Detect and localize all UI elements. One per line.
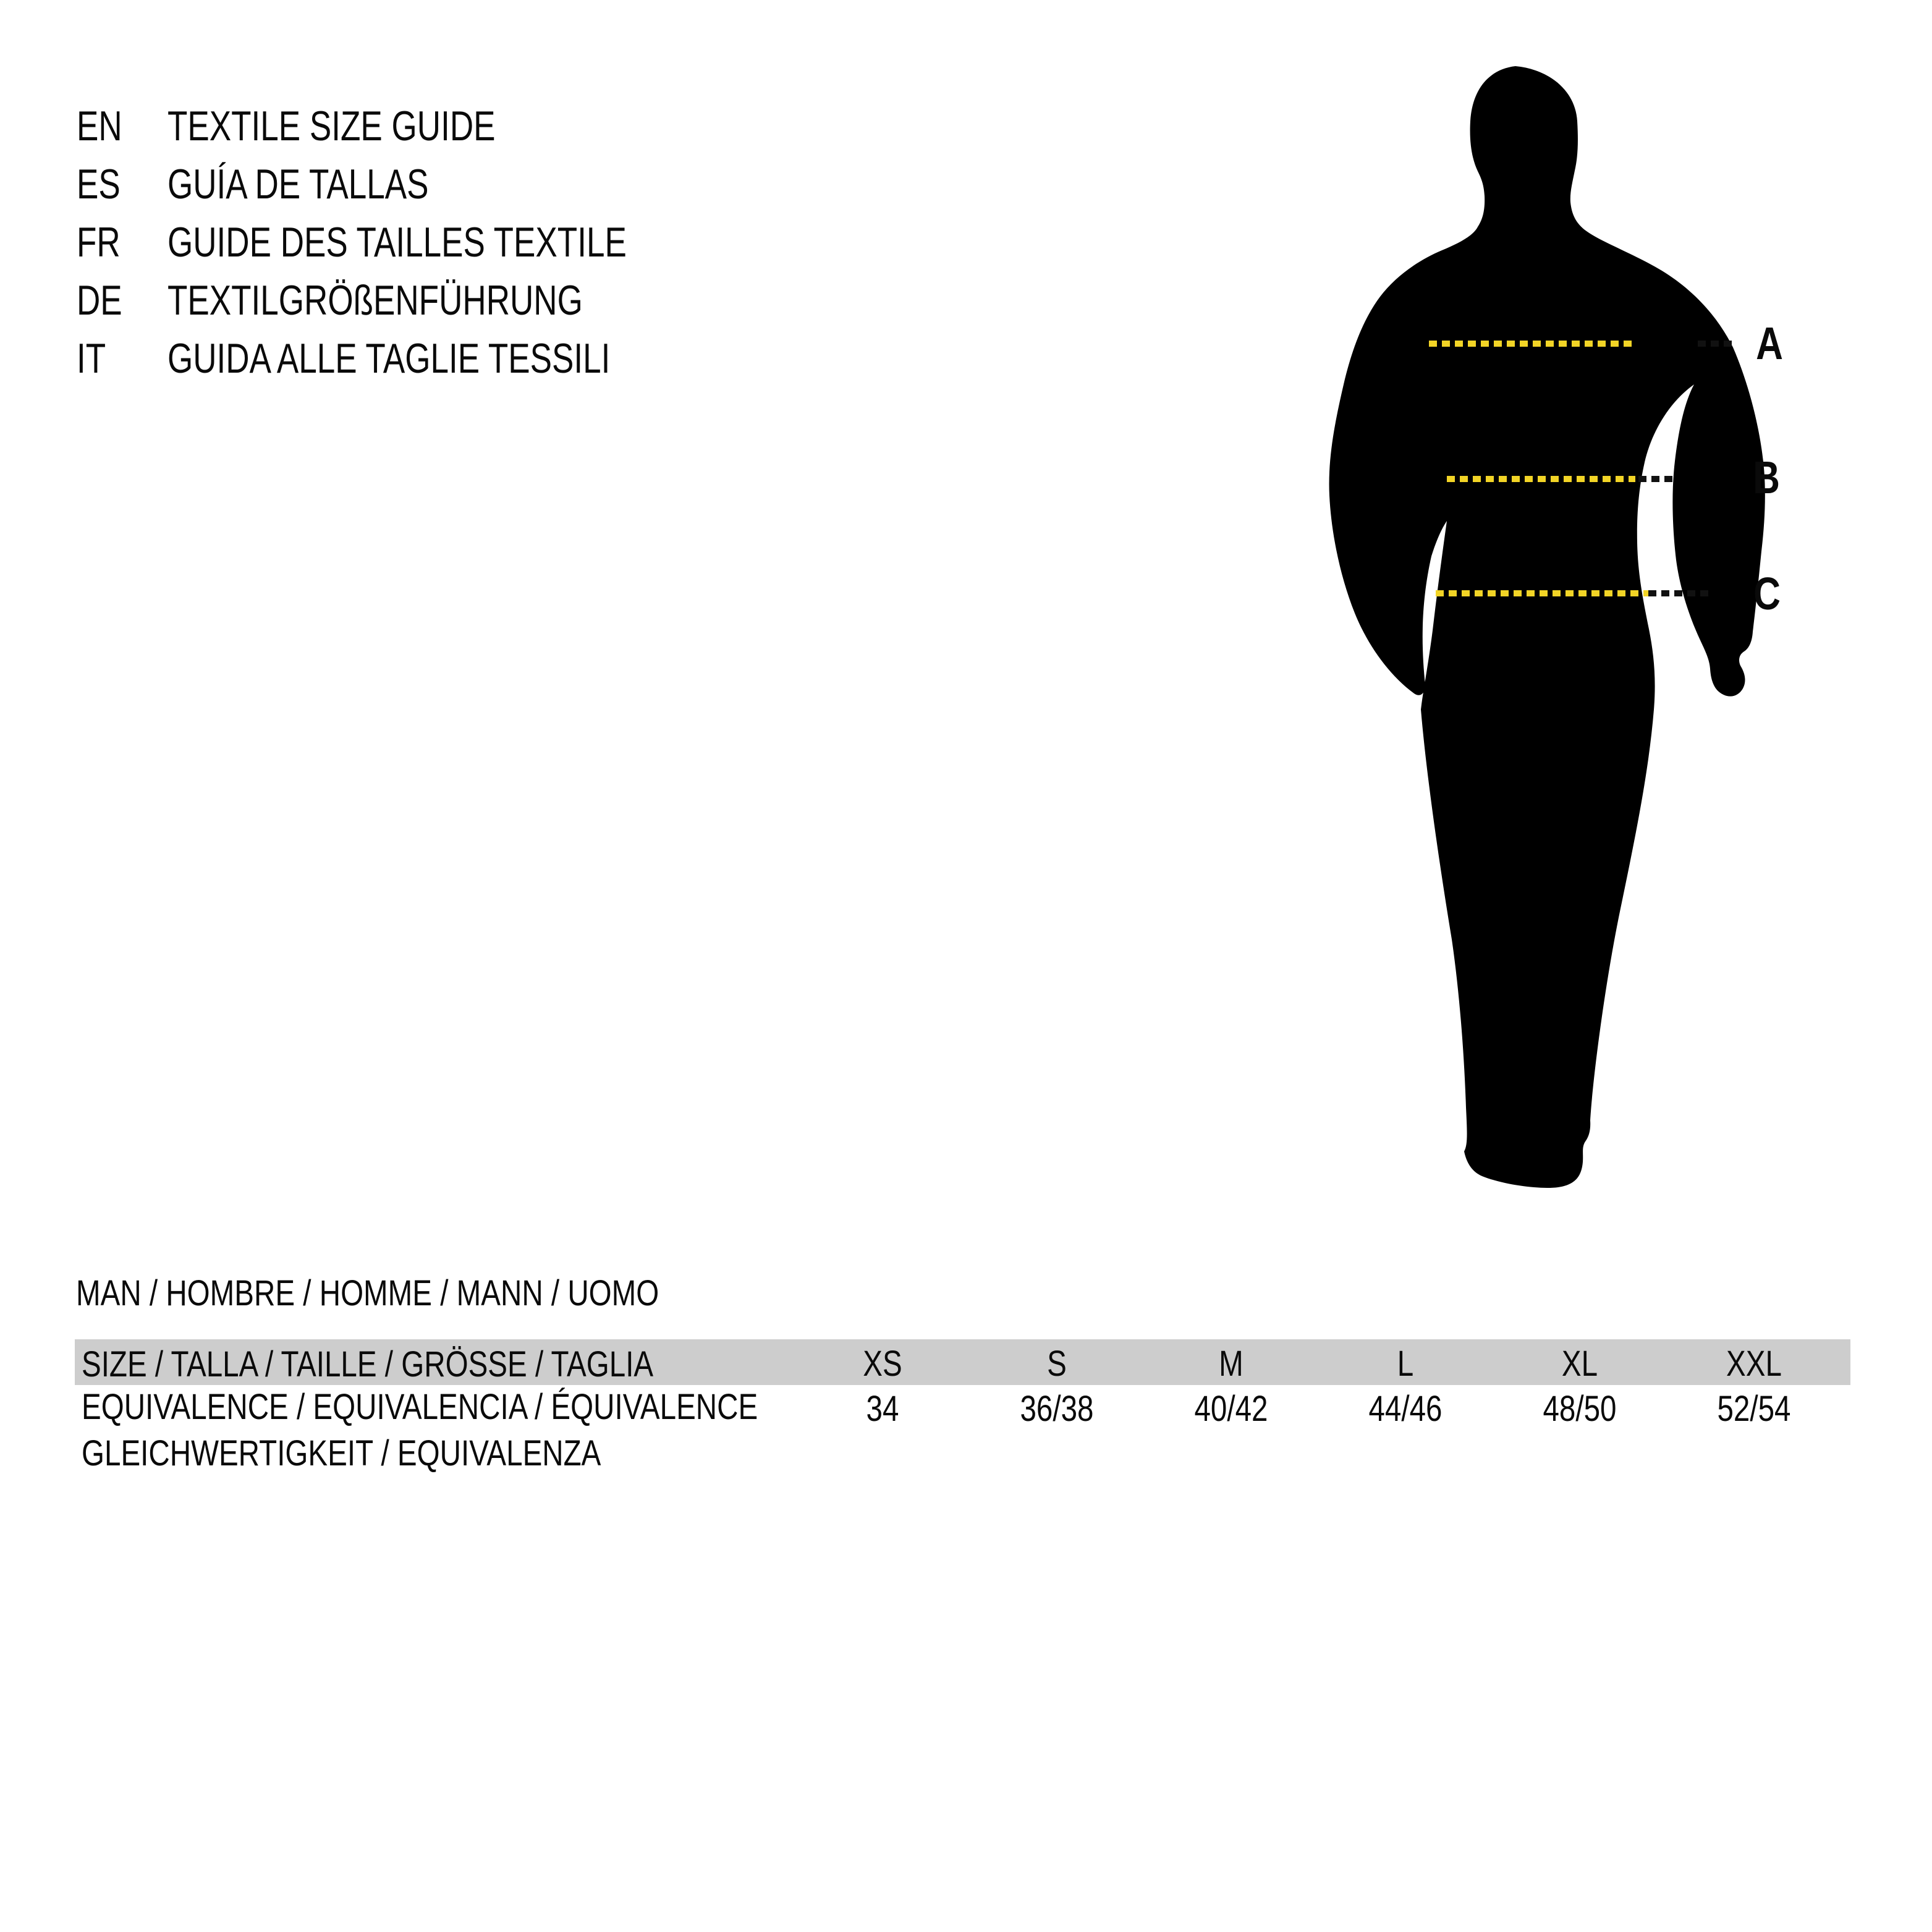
chest-line-yellow-dashes (1429, 341, 1632, 347)
guide-title-fr: GUIDE DES TAILLES TEXTILE (167, 219, 627, 266)
equivalence-value-m: 40/42 (1194, 1389, 1268, 1429)
guide-title-es: GUÍA DE TALLAS (167, 161, 429, 208)
man-silhouette-figure (1267, 37, 1932, 1211)
waist-line-yellow-dashes (1447, 476, 1635, 482)
hip-line-black-dashes (1648, 590, 1708, 596)
equivalence-value-s: 36/38 (1020, 1389, 1094, 1429)
language-code: IT (77, 335, 106, 382)
language-code: EN (77, 103, 122, 150)
equivalence-row-label-line2: GLEICHWERTIGKEIT / EQUIVALENZA (82, 1433, 601, 1473)
column-header-m: M (1219, 1344, 1244, 1384)
column-header-xl: XL (1561, 1344, 1598, 1384)
column-header-s: S (1047, 1344, 1067, 1384)
size-row-label: SIZE / TALLA / TAILLE / GRÖSSE / TAGLIA (82, 1344, 654, 1384)
column-header-l: L (1397, 1344, 1414, 1384)
table-heading: MAN / HOMBRE / HOMME / MANN / UOMO (76, 1273, 659, 1313)
measure-label-b: B (1753, 452, 1780, 503)
hip-line-yellow-dashes (1436, 590, 1648, 596)
column-header-xs: XS (863, 1344, 902, 1384)
chest-line-black-dashes (1698, 341, 1732, 347)
measure-label-c: C (1753, 568, 1781, 619)
equivalence-value-xxl: 52/54 (1717, 1389, 1791, 1429)
column-header-xxl: XXL (1726, 1344, 1782, 1384)
equivalence-row-label: EQUIVALENCE / EQUIVALENCIA / ÉQUIVALENCE (82, 1387, 758, 1427)
man-silhouette (1329, 66, 1765, 1188)
equivalence-value-l: 44/46 (1368, 1389, 1443, 1429)
guide-title-de: TEXTILGRÖßENFÜHRUNG (167, 277, 583, 324)
guide-title-it: GUIDA ALLE TAGLIE TESSILI (167, 335, 611, 382)
waist-line-black-dashes (1638, 476, 1672, 482)
equivalence-value-xl: 48/50 (1543, 1389, 1617, 1429)
language-code: DE (77, 277, 122, 324)
guide-title-en: TEXTILE SIZE GUIDE (167, 103, 496, 150)
equivalence-value-xs: 34 (866, 1389, 899, 1429)
measure-label-a: A (1756, 318, 1783, 369)
language-code: FR (77, 219, 121, 266)
language-code: ES (77, 161, 121, 208)
